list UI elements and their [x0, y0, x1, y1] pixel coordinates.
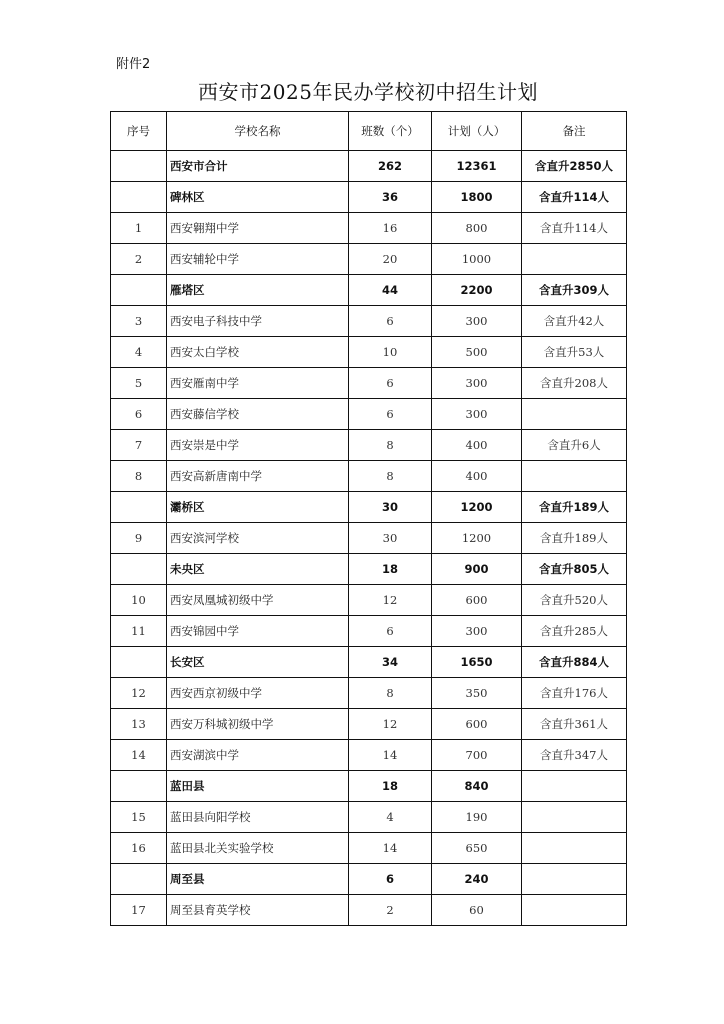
page-title: 西安市2025年民办学校初中招生计划 — [198, 80, 538, 104]
cell-index: 12 — [111, 678, 167, 709]
cell-note: 含直升114人 — [522, 182, 627, 213]
cell-index: 1 — [111, 213, 167, 244]
cell-note — [522, 802, 627, 833]
table-row — [111, 616, 627, 647]
cell-classes: 14 — [349, 740, 432, 771]
cell-plan: 190 — [432, 802, 522, 833]
cell-plan: 600 — [432, 709, 522, 740]
cell-plan: 400 — [432, 461, 522, 492]
table-row — [111, 368, 627, 399]
cell-school-name: 西安锦园中学 — [167, 616, 349, 647]
cell-index — [111, 151, 167, 182]
cell-school-name: 西安电子科技中学 — [167, 306, 349, 337]
cell-school-name: 西安雁南中学 — [167, 368, 349, 399]
cell-plan: 1000 — [432, 244, 522, 275]
table-row — [111, 306, 627, 337]
cell-classes: 34 — [349, 647, 432, 678]
header-school-name: 学校名称 — [167, 112, 349, 151]
cell-index: 9 — [111, 523, 167, 554]
table-row — [111, 833, 627, 864]
cell-classes: 4 — [349, 802, 432, 833]
cell-plan: 500 — [432, 337, 522, 368]
cell-school-name: 长安区 — [167, 647, 349, 678]
cell-school-name: 周至县育英学校 — [167, 895, 349, 926]
cell-plan: 12361 — [432, 151, 522, 182]
cell-classes: 2 — [349, 895, 432, 926]
cell-plan: 700 — [432, 740, 522, 771]
cell-classes: 6 — [349, 368, 432, 399]
cell-note: 含直升6人 — [522, 430, 627, 461]
cell-school-name: 西安凤凰城初级中学 — [167, 585, 349, 616]
cell-note: 含直升884人 — [522, 647, 627, 678]
cell-note: 含直升309人 — [522, 275, 627, 306]
table-subtotal-row — [111, 647, 627, 678]
cell-index: 3 — [111, 306, 167, 337]
cell-note — [522, 461, 627, 492]
table-row — [111, 399, 627, 430]
cell-note: 含直升805人 — [522, 554, 627, 585]
table-subtotal-row — [111, 275, 627, 306]
cell-note — [522, 895, 627, 926]
cell-classes: 6 — [349, 864, 432, 895]
table-header-row — [111, 112, 627, 151]
cell-index — [111, 554, 167, 585]
table-row — [111, 895, 627, 926]
cell-plan: 600 — [432, 585, 522, 616]
cell-plan: 1200 — [432, 492, 522, 523]
cell-note: 含直升114人 — [522, 213, 627, 244]
table-subtotal-row — [111, 554, 627, 585]
table-subtotal-row — [111, 864, 627, 895]
cell-school-name: 西安太白学校 — [167, 337, 349, 368]
cell-school-name: 西安万科城初级中学 — [167, 709, 349, 740]
cell-note — [522, 244, 627, 275]
cell-plan: 300 — [432, 368, 522, 399]
cell-note — [522, 864, 627, 895]
attachment-label: 附件2 — [116, 57, 151, 72]
cell-index: 8 — [111, 461, 167, 492]
cell-school-name: 西安辅轮中学 — [167, 244, 349, 275]
cell-note — [522, 399, 627, 430]
header-note: 备注 — [522, 112, 627, 151]
cell-classes: 30 — [349, 523, 432, 554]
cell-index: 7 — [111, 430, 167, 461]
table-subtotal-row — [111, 492, 627, 523]
cell-plan: 1800 — [432, 182, 522, 213]
cell-school-name: 西安崇是中学 — [167, 430, 349, 461]
cell-plan: 60 — [432, 895, 522, 926]
header-index: 序号 — [111, 112, 167, 151]
cell-classes: 18 — [349, 771, 432, 802]
cell-classes: 262 — [349, 151, 432, 182]
cell-classes: 16 — [349, 213, 432, 244]
cell-school-name: 蓝田县 — [167, 771, 349, 802]
cell-index: 5 — [111, 368, 167, 399]
cell-classes: 6 — [349, 616, 432, 647]
cell-school-name: 西安市合计 — [167, 151, 349, 182]
cell-plan: 300 — [432, 399, 522, 430]
cell-plan: 1650 — [432, 647, 522, 678]
cell-index: 17 — [111, 895, 167, 926]
cell-classes: 14 — [349, 833, 432, 864]
cell-school-name: 西安湖滨中学 — [167, 740, 349, 771]
cell-classes: 8 — [349, 430, 432, 461]
cell-school-name: 蓝田县向阳学校 — [167, 802, 349, 833]
cell-index: 6 — [111, 399, 167, 430]
cell-school-name: 灞桥区 — [167, 492, 349, 523]
cell-classes: 18 — [349, 554, 432, 585]
cell-index: 10 — [111, 585, 167, 616]
cell-classes: 12 — [349, 709, 432, 740]
table-row — [111, 337, 627, 368]
cell-note: 含直升520人 — [522, 585, 627, 616]
cell-note: 含直升189人 — [522, 492, 627, 523]
cell-note: 含直升208人 — [522, 368, 627, 399]
table-row — [111, 740, 627, 771]
cell-school-name: 西安滨河学校 — [167, 523, 349, 554]
cell-note: 含直升189人 — [522, 523, 627, 554]
cell-classes: 8 — [349, 461, 432, 492]
cell-index: 4 — [111, 337, 167, 368]
cell-note: 含直升176人 — [522, 678, 627, 709]
cell-plan: 650 — [432, 833, 522, 864]
cell-school-name: 西安西京初级中学 — [167, 678, 349, 709]
cell-plan: 400 — [432, 430, 522, 461]
cell-school-name: 蓝田县北关实验学校 — [167, 833, 349, 864]
cell-note: 含直升2850人 — [522, 151, 627, 182]
header-classes: 班数（个） — [349, 112, 432, 151]
cell-plan: 2200 — [432, 275, 522, 306]
cell-note: 含直升53人 — [522, 337, 627, 368]
cell-school-name: 未央区 — [167, 554, 349, 585]
cell-classes: 6 — [349, 306, 432, 337]
cell-classes: 12 — [349, 585, 432, 616]
cell-note: 含直升347人 — [522, 740, 627, 771]
cell-school-name: 周至县 — [167, 864, 349, 895]
cell-index: 2 — [111, 244, 167, 275]
cell-plan: 240 — [432, 864, 522, 895]
cell-note: 含直升42人 — [522, 306, 627, 337]
cell-plan: 900 — [432, 554, 522, 585]
table-subtotal-row — [111, 151, 627, 182]
enrollment-plan-table — [110, 111, 627, 926]
cell-index: 11 — [111, 616, 167, 647]
cell-plan: 300 — [432, 306, 522, 337]
cell-school-name: 西安翱翔中学 — [167, 213, 349, 244]
cell-classes: 8 — [349, 678, 432, 709]
cell-plan: 350 — [432, 678, 522, 709]
cell-school-name: 碑林区 — [167, 182, 349, 213]
cell-index — [111, 492, 167, 523]
table-body — [111, 151, 627, 926]
table-row — [111, 802, 627, 833]
cell-school-name: 西安高新唐南中学 — [167, 461, 349, 492]
cell-classes: 36 — [349, 182, 432, 213]
table-row — [111, 430, 627, 461]
cell-index — [111, 771, 167, 802]
cell-note — [522, 833, 627, 864]
table-row — [111, 709, 627, 740]
cell-school-name: 西安藤信学校 — [167, 399, 349, 430]
cell-plan: 300 — [432, 616, 522, 647]
cell-plan: 840 — [432, 771, 522, 802]
cell-plan: 1200 — [432, 523, 522, 554]
cell-school-name: 雁塔区 — [167, 275, 349, 306]
table-row — [111, 461, 627, 492]
cell-note — [522, 771, 627, 802]
cell-note: 含直升285人 — [522, 616, 627, 647]
cell-classes: 10 — [349, 337, 432, 368]
cell-index: 16 — [111, 833, 167, 864]
cell-note: 含直升361人 — [522, 709, 627, 740]
cell-index: 14 — [111, 740, 167, 771]
cell-index — [111, 647, 167, 678]
table-row — [111, 213, 627, 244]
header-plan: 计划（人） — [432, 112, 522, 151]
table-subtotal-row — [111, 771, 627, 802]
cell-classes: 20 — [349, 244, 432, 275]
table-row — [111, 523, 627, 554]
cell-plan: 800 — [432, 213, 522, 244]
cell-index — [111, 864, 167, 895]
cell-index — [111, 275, 167, 306]
table-row — [111, 678, 627, 709]
cell-classes: 30 — [349, 492, 432, 523]
cell-index — [111, 182, 167, 213]
cell-classes: 6 — [349, 399, 432, 430]
table-subtotal-row — [111, 182, 627, 213]
cell-index: 13 — [111, 709, 167, 740]
cell-index: 15 — [111, 802, 167, 833]
table-row — [111, 244, 627, 275]
table-row — [111, 585, 627, 616]
cell-classes: 44 — [349, 275, 432, 306]
